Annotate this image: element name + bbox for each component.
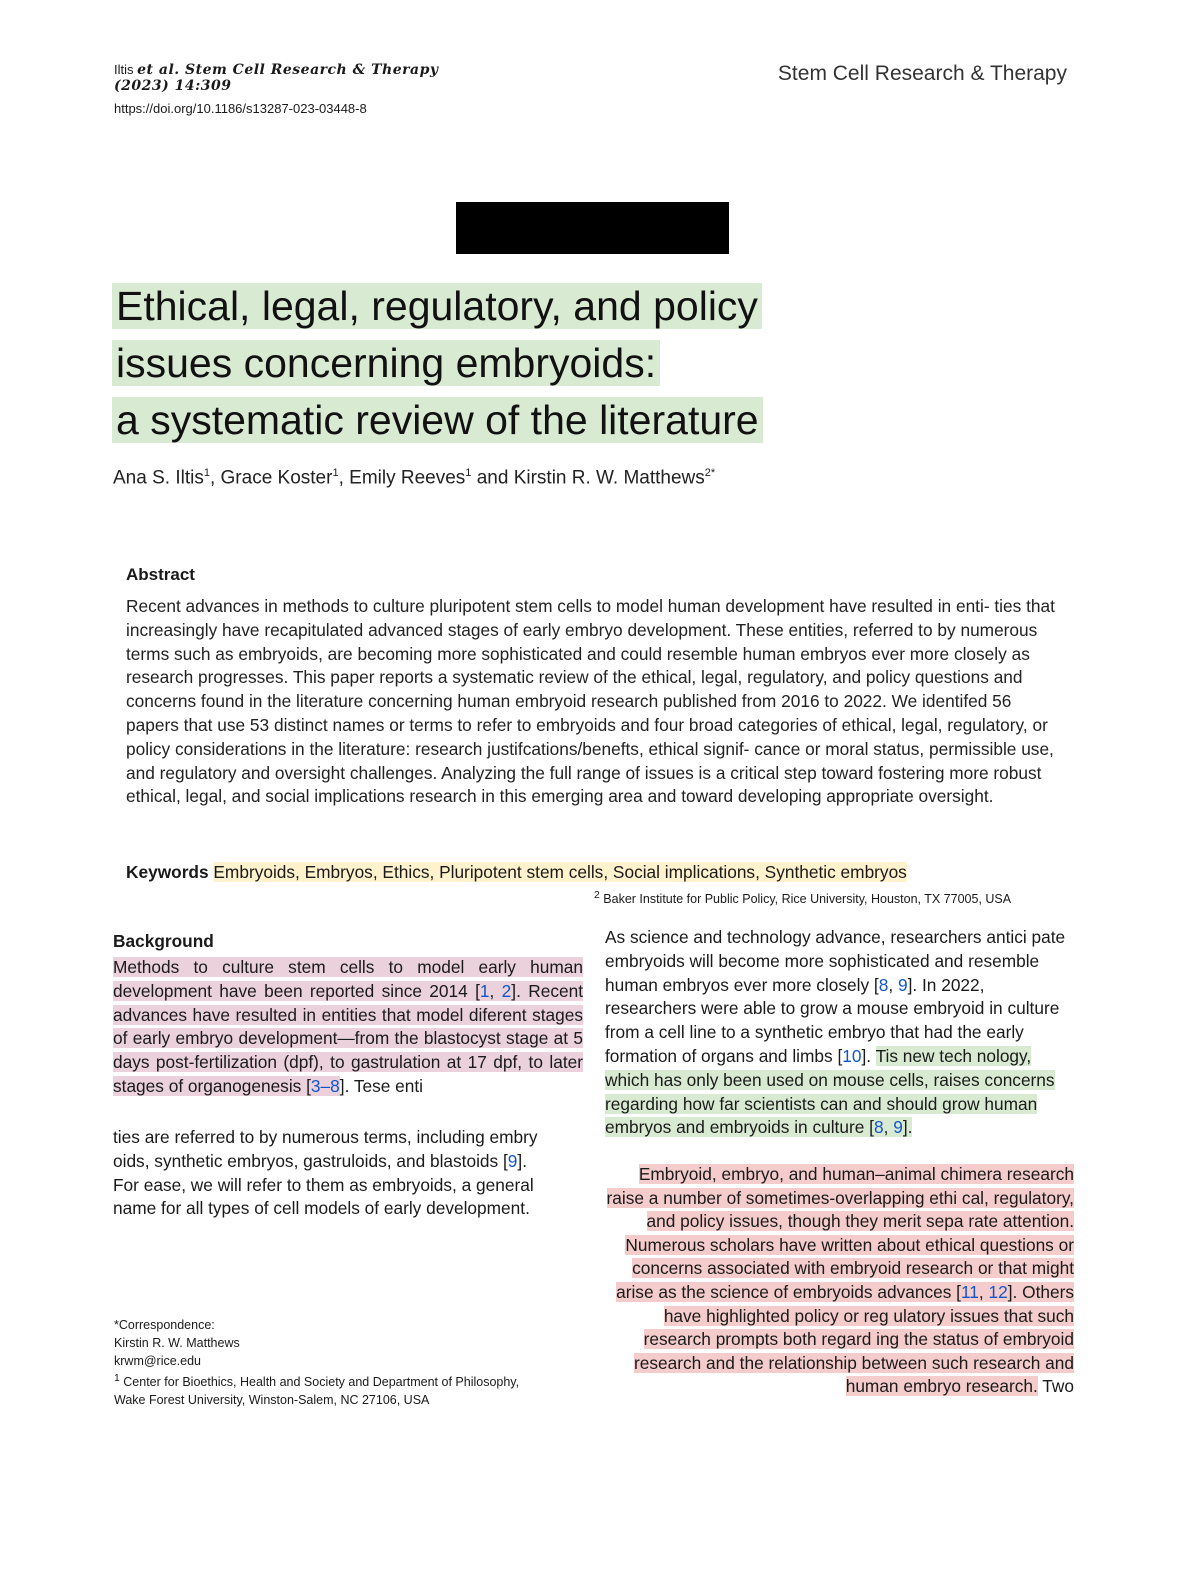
affil-marker: 1: [203, 467, 210, 479]
reference-link[interactable]: 3–8: [310, 1075, 340, 1096]
title-line-3: a systematic review of the literature: [112, 397, 763, 443]
author-name: Kirstin R. W. Matthews: [513, 467, 705, 489]
citation-line: [114, 62, 474, 94]
text-run: ].: [902, 1117, 913, 1138]
affil-marker: 1: [114, 1373, 120, 1384]
journal-name: Stem Cell Research & Therapy: [777, 62, 1067, 85]
text-run: Embryoid, embryo, and human–animal chimera research raise a number of sometimes-overlapping ethi cal, regulatory, and policy issues, though they merit sepa rate attention. Numerous scholars have written about ethical questions or concerns associated with embryoid research or that might arise as the science of embryoids advances [: [606, 1164, 1074, 1302]
affiliation-text: Baker Institute for Public Policy, Rice University, Houston, TX 77005, USA: [603, 892, 1012, 907]
separator: ,: [338, 467, 350, 489]
affil-marker: 2: [594, 890, 600, 901]
redaction-block: [456, 202, 729, 254]
background-paragraph-2: [113, 1126, 553, 1221]
background-heading: Background: [113, 931, 214, 951]
reference-link[interactable]: 9: [893, 1117, 903, 1138]
highlighted-text: Embryoid, embryo, and human–animal chimera research raise a number of sometimes-overlapping ethi cal, regulatory, and policy issues, though they merit sepa rate attention. Numerous scholars have written about ethical questions or concerns associated with embryoid research or that might arise as the science of embryoids advances [11, 12]. Others have highlighted policy or reg ulatory issues that such research prompts both regard ing the status of embryoid research and the relationship between such research and human embryo research.: [606, 1164, 1074, 1397]
text-run: ]. Recent advances have resulted in entities that model diferent stages of early embryo development—from the blastocyst stage at 5 days post-fertilization (dpf), to gastrulation at 17 dpf, to later stages of organogenesis [: [113, 980, 583, 1096]
correspondence-block: [114, 1316, 554, 1409]
reference-link[interactable]: 11: [960, 1281, 979, 1302]
correspondence-name: Kirstin R. W. Matthews: [114, 1336, 240, 1350]
right-column-paragraph-1: As science and technology advance, researchers antici pate embryoids will become more sophisticated and resemble human embryos ever more closely [8, 9]. In 2022, researchers were able to grow a mouse embryoid in culture from a cell line to a synthetic embryo that had the early formation of organs and limbs [10]. Tis new tech nology, which has only been used on mouse cells, raises concerns regarding how far scientists can and should grow human embryos and embryoids in culture [8, 9].: [605, 927, 1066, 1138]
separator: ,: [209, 467, 221, 489]
text-run: ]. Tese enti: [339, 1075, 424, 1096]
text-run: Methods to culture stem cells to model early human development have been reported since 2014 [: [113, 957, 583, 1001]
text-run: ]. Others have highlighted policy or reg ulatory issues that such research prompts both regard ing the status of embryoid research and the relationship between such research and human embryo research.: [634, 1281, 1074, 1397]
text-run: As science and technology advance, researchers antici pate embryoids will become more sophisticated and resemble human embryos ever more closely [: [605, 927, 1066, 995]
reference-link[interactable]: 1: [479, 980, 490, 1001]
abstract-text: Recent advances in methods to culture pluripotent stem cells to model human development have resulted in enti- ties that increasingly have recapitulated advanced stages of early embryo development. These entities, referred to by numerous terms such as embryoids, are becoming more sophisticated and could resemble human embryos ever more closely as research progresses. This paper reports a systematic review of the ethical, legal, regulatory, and policy questions and concerns found in the literature concerning human embryoid research published from 2016 to 2022. We identifed 56 papers that use 53 distinct names or terms to refer to embryoids and four broad categories of ethical, legal, regulatory, or policy considerations in the literature: research justifcations/benefts, ethical signif- cance or moral status, permissible use, and regulatory and oversight challenges. Analyzing the full range of issues is a critical step toward fostering more robust ethical, legal, and social implications research in this emerging area and toward developing appropriate oversight.: [126, 596, 1055, 807]
keywords-list: Embryoids, Embryos, Ethics, Pluripotent stem cells, Social implications, Synthetic embryos: [213, 862, 907, 882]
affiliation-1: [114, 1370, 554, 1409]
separator: and: [471, 467, 514, 489]
text-run: Tis new tech nology, which has only been used on mouse cells, raises concerns regarding how far scientists can and should grow human embryos and embryoids in culture [: [605, 1045, 1055, 1138]
affil-marker: 2*: [704, 467, 716, 479]
title-line-2: issues concerning embryoids:: [112, 340, 660, 386]
reference-link[interactable]: 8: [873, 1117, 884, 1138]
correspondence-email[interactable]: krwm@rice.edu: [114, 1354, 202, 1368]
text-run: ties are referred to by numerous terms, including embry oids, synthetic embryos, gastruloids, and blastoids [: [113, 1127, 538, 1171]
reference-link[interactable]: 12: [988, 1281, 1008, 1302]
citation-journal-info: et al. Stem Cell Research & Therapy (2023) 14:309: [114, 62, 439, 94]
text-run: ]. For ease, we will refer to them as embryoids, a general name for all types of cell models of early development.: [113, 1150, 534, 1219]
citation-author: Iltis: [114, 62, 134, 77]
keywords-label: Keywords: [126, 862, 209, 882]
doi-link[interactable]: https://doi.org/10.1186/s13287-023-03448-8: [114, 101, 367, 116]
paper-title: [112, 278, 892, 449]
author-name: Grace Koster: [220, 467, 333, 489]
right-column-paragraph-2: [600, 1163, 1074, 1399]
title-line-1: Ethical, legal, regulatory, and policy: [112, 283, 762, 329]
author-list: [113, 467, 715, 489]
reference-link[interactable]: 8: [878, 974, 889, 995]
highlighted-text: Methods to culture stem cells to model early human development have been reported since 2014 [1, 2]. Recent advances have resulted in entities that model diferent stages of early embryo development—from the blastocyst stage at 5 days post-fertilization (dpf), to gastrulation at 17 dpf, to later stages of organogenesis [3–8: [113, 957, 583, 1096]
correspondence-label: *Correspondence:: [114, 1318, 215, 1332]
highlighted-text: Tis new tech nology, which has only been used on mouse cells, raises concerns regarding how far scientists can and should grow human embryos and embryoids in culture [8, 9].: [605, 1045, 1055, 1138]
reference-link[interactable]: 9: [507, 1150, 518, 1171]
text-run: ]. In 2022, researchers were able to grow a mouse embryoid in culture from a cell line to a synthetic embryo that had the early formation of organs and limbs [: [605, 974, 1060, 1066]
background-paragraph-1: [113, 956, 583, 1099]
reference-link[interactable]: 2: [501, 980, 512, 1001]
text-run: ].: [861, 1045, 876, 1066]
abstract-heading: Abstract: [126, 565, 195, 584]
affiliation-text: Center for Bioethics, Health and Society and Department of Philosophy, Wake Forest University, Winston-Salem, NC 27106, USA: [114, 1375, 520, 1408]
affil-marker: 1: [332, 467, 339, 479]
text-run: Two: [1037, 1376, 1074, 1397]
affiliation-2: [594, 887, 1064, 908]
reference-link[interactable]: 10: [842, 1045, 862, 1066]
affil-marker: 1: [465, 467, 472, 479]
keywords-line: [126, 862, 907, 883]
author-name: Ana S. Iltis: [113, 467, 204, 489]
author-name: Emily Reeves: [349, 467, 466, 489]
reference-link[interactable]: 9: [897, 974, 908, 995]
